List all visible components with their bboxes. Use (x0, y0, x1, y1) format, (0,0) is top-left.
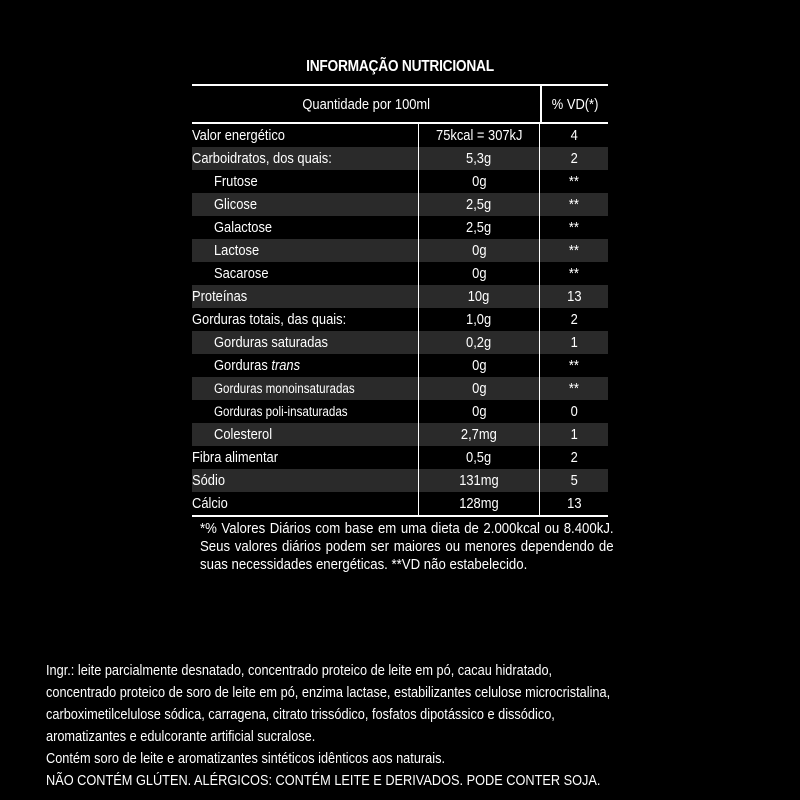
ingredients-line: Contém soro de leite e aromatizantes sintéticos idênticos aos naturais. (46, 750, 446, 767)
nutrition-table (192, 84, 608, 517)
nutrient-vd: ** (568, 173, 580, 190)
nutrient-vd: 2 (570, 311, 578, 328)
nutrient-vd: ** (568, 265, 580, 282)
table-row (192, 446, 608, 469)
nutrient-name: Gorduras totais, das quais: (192, 311, 347, 328)
ingredients-line: aromatizantes e edulcorante artificial sucralose. (46, 728, 316, 745)
nutrient-name: Fibra alimentar (192, 449, 279, 466)
table-row (192, 469, 608, 492)
nutrient-amount: 0,5g (418, 446, 540, 469)
nutrient-amount: 75kcal = 307kJ (418, 124, 540, 147)
nutrient-vd: ** (568, 357, 580, 374)
table-row (192, 216, 608, 239)
table-row (192, 170, 608, 193)
table-row (192, 492, 608, 515)
nutrient-amount: 0g (418, 400, 540, 423)
nutrient-amount: 2,5g (418, 216, 540, 239)
nutrient-amount: 5,3g (418, 147, 540, 170)
footnote: *% Valores Diários com base em uma dieta de 2.000kcal ou 8.400kJ. Seus valores diários podem ser maiores ou menores dependendo de suas necessidades energéticas. **VD não estabelecido. (200, 520, 614, 573)
nutrient-amount: 131mg (418, 469, 540, 492)
nutrient-name: Proteínas (192, 288, 248, 305)
table-bottom-rule (192, 515, 608, 517)
nutrient-vd: ** (568, 242, 580, 259)
nutrient-amount: 0g (418, 170, 540, 193)
table-row (192, 124, 608, 147)
nutrient-name: Galactose (214, 219, 273, 236)
nutrient-amount: 128mg (418, 492, 540, 515)
table-row (192, 400, 608, 423)
table-row (192, 147, 608, 170)
nutrient-amount: 10g (418, 285, 540, 308)
nutrient-name: Glicose (214, 196, 258, 213)
nutrient-name: Sódio (192, 472, 226, 489)
nutrient-name: Gorduras poli-insaturadas (214, 404, 348, 419)
nutrient-name: Gorduras monoinsaturadas (214, 381, 355, 396)
nutrient-name: Colesterol (214, 426, 273, 443)
nutrient-vd: 5 (570, 472, 578, 489)
table-row (192, 423, 608, 446)
nutrient-amount: 0,2g (418, 331, 540, 354)
ingredients-line: carboximetilcelulose sódica, carragena, citrato trissódico, fosfatos dipotássico e dissódico, (46, 706, 555, 723)
table-row (192, 262, 608, 285)
nutrient-amount: 0g (418, 354, 540, 377)
table-title: INFORMAÇÃO NUTRICIONAL (306, 58, 494, 75)
table-row (192, 239, 608, 262)
ingredients-line: concentrado proteico de soro de leite em pó, enzima lactase, estabilizantes celulose microcristalina, (46, 684, 611, 701)
nutrient-vd: ** (568, 219, 580, 236)
nutrient-vd: 0 (570, 403, 578, 420)
nutrient-name: Frutose (214, 173, 258, 190)
nutrient-vd: 4 (570, 127, 578, 144)
nutrient-amount: 2,5g (418, 193, 540, 216)
nutrient-name: Lactose (214, 242, 260, 259)
serving-header: Quantidade por 100ml (192, 86, 542, 122)
table-row (192, 193, 608, 216)
nutrient-amount: 2,7mg (418, 423, 540, 446)
nutrient-vd: 2 (570, 150, 578, 167)
nutrient-amount: 0g (418, 377, 540, 400)
ingredients-block (46, 660, 800, 792)
nutrient-vd: 1 (570, 334, 578, 351)
table-body (192, 124, 608, 515)
nutrient-vd: 2 (570, 449, 578, 466)
nutrient-amount: 0g (418, 262, 540, 285)
nutrient-name: Cálcio (192, 495, 228, 512)
nutrient-name: Sacarose (214, 265, 269, 282)
nutrient-amount: 1,0g (418, 308, 540, 331)
nutrient-vd: ** (568, 196, 580, 213)
nutrient-name: Valor energético (192, 127, 285, 144)
nutrient-name: Carboidratos, dos quais: (192, 150, 332, 167)
table-row (192, 354, 608, 377)
nutrient-name: Gorduras trans (214, 357, 301, 374)
nutrient-vd: ** (568, 380, 580, 397)
table-row (192, 331, 608, 354)
ingredients-line: Ingr.: leite parcialmente desnatado, concentrado proteico de leite em pó, cacau hidratado, (46, 662, 553, 679)
nutrient-vd: 1 (570, 426, 578, 443)
table-header (192, 86, 608, 124)
table-row (192, 308, 608, 331)
nutrient-amount: 0g (418, 239, 540, 262)
table-row (192, 285, 608, 308)
nutrient-vd: 13 (566, 288, 582, 305)
table-row (192, 377, 608, 400)
vd-header: % VD(*) (551, 95, 599, 113)
allergen-line: NÃO CONTÉM GLÚTEN. ALÉRGICOS: CONTÉM LEITE E DERIVADOS. PODE CONTER SOJA. (46, 772, 601, 789)
nutrient-name: Gorduras saturadas (214, 334, 329, 351)
nutrient-vd: 13 (566, 495, 582, 512)
